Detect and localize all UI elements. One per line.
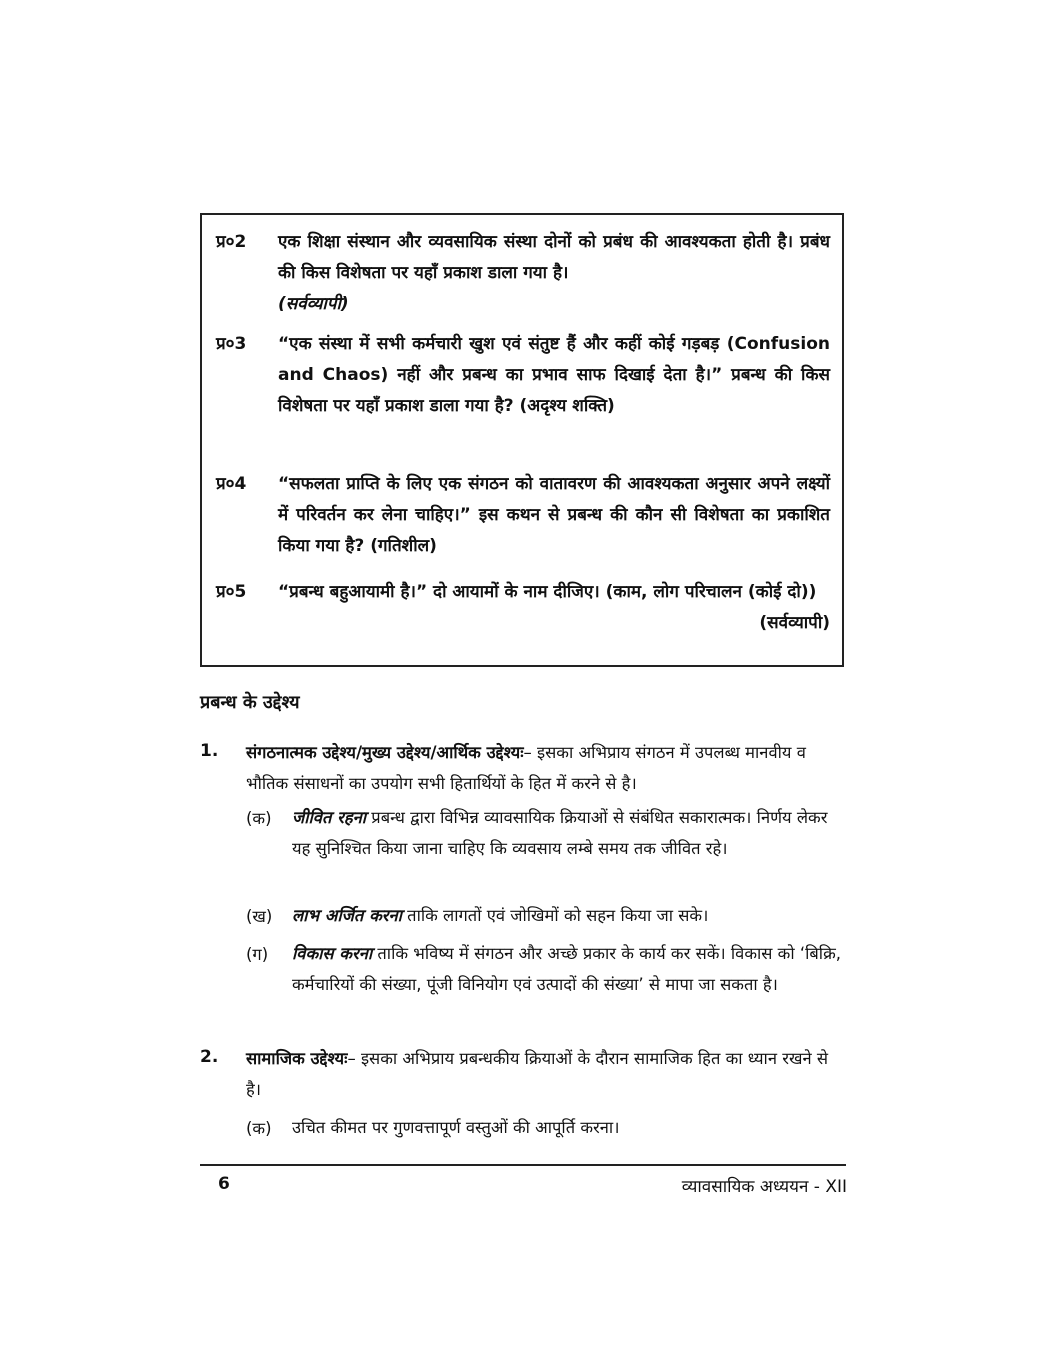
question-number: प्र०4 [216, 474, 247, 494]
subitem-marker: (क) [246, 1119, 272, 1138]
footer-divider [200, 1164, 846, 1166]
question-number: प्र०3 [216, 334, 247, 354]
objective-number: 2. [200, 1047, 219, 1067]
objective-number: 1. [200, 741, 219, 761]
subitem-growth: विकास करना ताकि भविष्य में संगठन और अच्छे प्रकार के कार्य कर सकें। विकास को ‘बिक्रि, कर्मचारियों की संख्या, पूंजी विनियोग एवं उत्पादों की संख्या’ से मापा जा सकता है। [292, 944, 842, 994]
question-number: प्र०2 [216, 232, 247, 252]
question-text: “एक संस्था में सभी कर्मचारी खुश एवं संतुष्ट हैं और कहीं कोई गड़बड़ (Confusion and Chaos) नहीं और प्रबन्ध का प्रभाव साफ दिखाई देता है।” प्रबन्ध की किस विशेषता पर यहाँ प्रकाश डाला गया है? (अदृश्य शक्ति) [278, 334, 830, 416]
question-answer: (सर्वव्यापी) [759, 613, 830, 633]
book-title: व्यावसायिक अध्ययन - XII [681, 1177, 847, 1197]
objective-2: सामाजिक उद्देश्यः– इसका अभिप्राय प्रबन्धकीय क्रियाओं के दौरान सामाजिक हित का ध्यान रखने से है। [246, 1049, 829, 1099]
subitem-marker: (क) [246, 809, 272, 828]
question-text: “प्रबन्ध बहुआयामी है।” दो आयामों के नाम दीजिए। (काम, लोग परिचालन (कोई दो)) (सर्वव्यापी) [278, 577, 830, 639]
question-text: “सफलता प्राप्ति के लिए एक संगठन को वातावरण की आवश्यकता अनुसार अपने लक्ष्यों में परिवर्तन कर लेना चाहिए।” इस कथन से प्रबन्ध की कौन सी विशेषता का प्रकाशित किया गया है? (गतिशील) [278, 474, 830, 556]
objective-1: संगठनात्मक उद्देश्य/मुख्य उद्देश्य/आर्थिक उद्देश्यः– इसका अभिप्राय संगठन में उपलब्ध मानवीय व भौतिक संसाधनों का उपयोग सभी हितार्थियों के हित में करने से है। [246, 743, 806, 793]
subitem-marker: (ग) [246, 945, 269, 964]
question-number: प्र०5 [216, 582, 247, 602]
subitem-marker: (ख) [246, 907, 273, 926]
subitem-profit: लाभ अर्जित करना ताकि लागतों एवं जोखिमों को सहन किया जा सके। [292, 906, 709, 925]
subitem-quality-goods: उचित कीमत पर गुणवत्तापूर्ण वस्तुओं की आपूर्ति करना। [292, 1118, 620, 1137]
section-title: प्रबन्ध के उद्देश्य [200, 692, 300, 713]
question-answer: (सर्वव्यापी) [278, 294, 349, 314]
questions-box [200, 213, 844, 667]
page-number: 6 [218, 1174, 230, 1194]
subitem-survival: जीवित रहना प्रबन्ध द्वारा विभिन्न व्यावसायिक क्रियाओं से संबंधित सकारात्मक। निर्णय लेकर यह सुनिश्चित किया जाना चाहिए कि व्यवसाय लम्बे समय तक जीवित रहे। [292, 808, 828, 858]
question-text: एक शिक्षा संस्थान और व्यवसायिक संस्था दोनों को प्रबंध की आवश्यकता होती है। प्रबंध की किस विशेषता पर यहाँ प्रकाश डाला गया है। (सर्वव्यापी) [278, 232, 830, 314]
